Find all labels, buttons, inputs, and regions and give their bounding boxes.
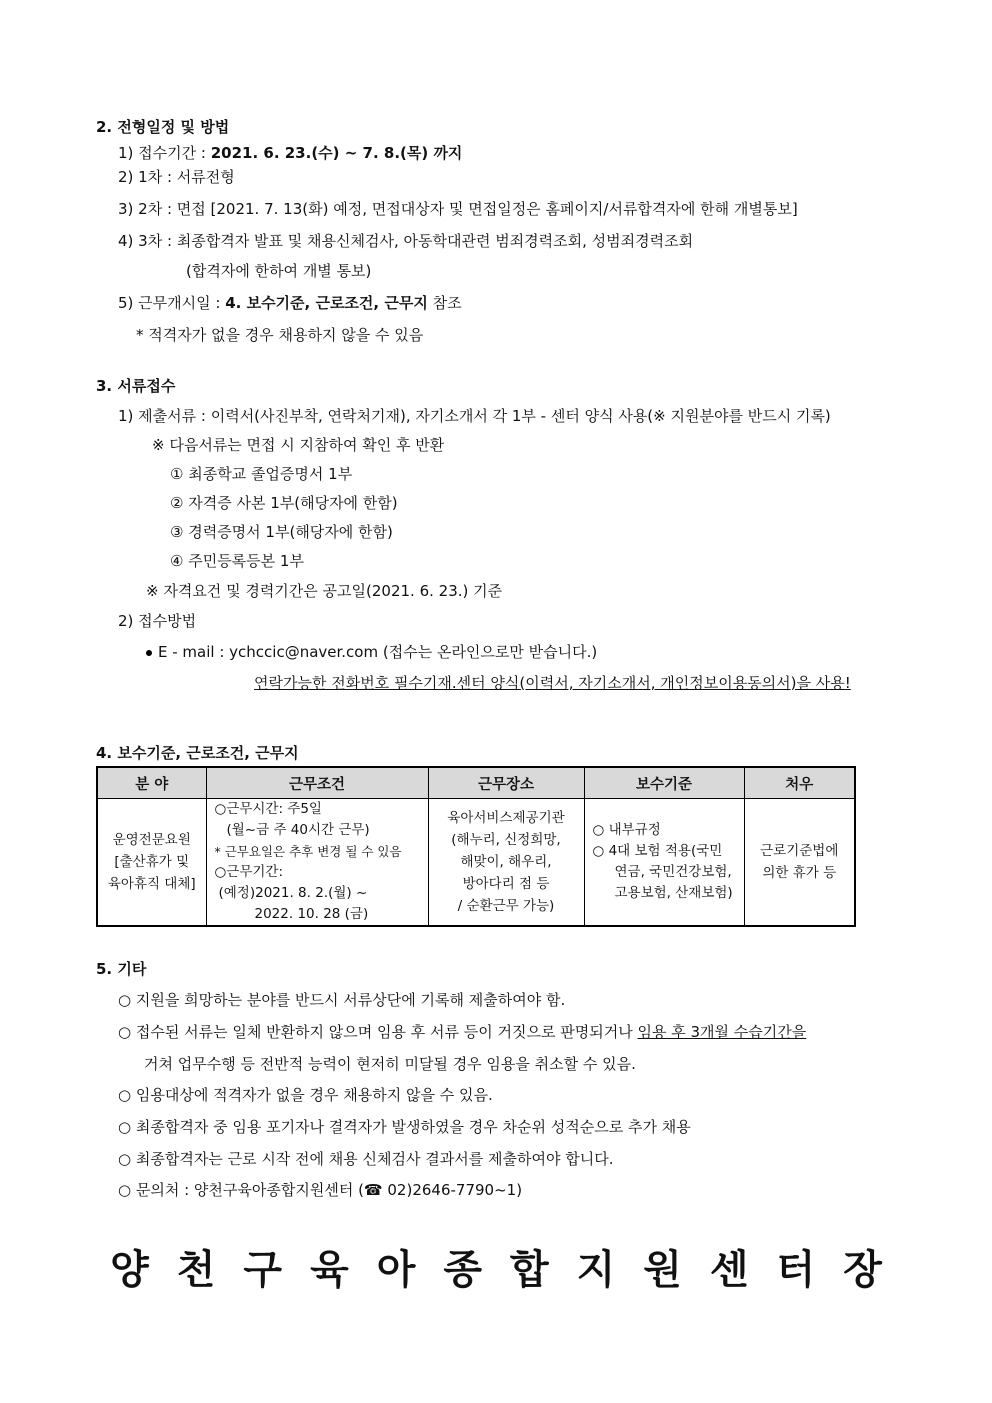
condition-line: ○근무시간: 주5일	[214, 801, 322, 817]
place-line: (해누리, 신정희망,	[451, 832, 561, 848]
field-line: 운영전문요원	[112, 832, 191, 848]
section2-item4-sub: (합격자에 한하여 개별 통보)	[186, 262, 372, 280]
place-line: 육아서비스제공기관	[447, 810, 565, 826]
section2-item3: 3) 2차 : 면접 [2021. 7. 13(화) 예정, 면접대상자 및 면접일정은 홈페이지/서류합격자에 한해 개별통보]	[118, 200, 798, 218]
email-note: 연락가능한 전화번호 필수기재.센터 양식(이력서, 자기소개서, 개인정보이용동의서)을 사용!	[254, 674, 851, 692]
header-pay: 보수기준	[584, 767, 744, 799]
cell-benefit	[744, 799, 855, 927]
item5-suffix: 참조	[427, 294, 462, 312]
etc-item: ○ 문의처 : 양천구육아종합지원센터 (☎ 02)2646-7790~1)	[118, 1181, 523, 1199]
section3-note1: ※ 다음서류는 면접 시 지참하여 확인 후 반환	[152, 436, 445, 454]
cell-pay	[584, 799, 744, 927]
header-place: 근무장소	[428, 767, 584, 799]
condition-line: ○근무기간:	[214, 864, 283, 880]
place-line: 방아다리 점 등	[462, 876, 550, 892]
section3-title: 3. 서류접수	[96, 377, 176, 395]
header-benefit: 처우	[744, 767, 855, 799]
pay-line: ○ 내부규정	[592, 822, 661, 838]
etc-item: ○ 지원을 희망하는 분야를 반드시 서류상단에 기록해 제출하여야 함.	[118, 991, 566, 1009]
bullet-icon	[146, 650, 152, 656]
item1-prefix: 1) 접수기간 :	[118, 144, 211, 162]
section2-item2: 2) 1차 : 서류전형	[118, 168, 235, 186]
condition-line: 2022. 10. 28 (금)	[254, 906, 369, 922]
pay-line: 고용보험, 산재보험)	[614, 885, 733, 901]
doc-item: ② 자격증 사본 1부(해당자에 한함)	[170, 494, 398, 512]
etc-item: ○ 최종합격자는 근로 시작 전에 채용 신체검사 결과서를 제출하여야 합니다.	[118, 1150, 614, 1168]
header-field: 분 야	[97, 767, 206, 799]
place-line: 해맞이, 해우리,	[460, 854, 552, 870]
benefit-line: 근로기준법에	[760, 843, 839, 859]
item5-prefix: 5) 근무개시일 :	[118, 294, 226, 312]
cell-conditions	[206, 799, 428, 927]
benefit-line: 의한 휴가 등	[762, 865, 837, 881]
place-line: / 순환근무 가능)	[457, 898, 555, 914]
email-line	[146, 642, 597, 662]
doc-item: ③ 경력증명서 1부(해당자에 한함)	[170, 523, 393, 541]
section3-note2: ※ 자격요건 및 경력기간은 공고일(2021. 6. 23.) 기준	[146, 582, 503, 600]
field-line: 육아휴직 대체]	[107, 876, 196, 892]
signature: 양천구육아종합지원센터장	[110, 1247, 910, 1293]
condition-line: (월~금 주 40시간 근무)	[226, 822, 370, 838]
etc-item-text: ○ 접수된 서류는 일체 반환하지 않으며 임용 후 서류 등이 거짓으로 판명되거나	[118, 1023, 638, 1041]
section2-item5	[118, 293, 462, 313]
cell-place	[428, 799, 584, 927]
etc-item: ○ 최종합격자 중 임용 포기자나 결격자가 발생하였을 경우 차순위 성적순으로 추가 채용	[118, 1118, 691, 1136]
etc-item: ○ 임용대상에 적격자가 없을 경우 채용하지 않을 수 있음.	[118, 1086, 493, 1104]
section2-item1	[118, 143, 462, 163]
item5-bold: 4. 보수기준, 근로조건, 근무지	[225, 294, 428, 312]
section2-note: * 적격자가 없을 경우 채용하지 않을 수 있음	[136, 326, 424, 344]
email-text: E - mail : ychccic@naver.com (접수는 온라인으로만 받습니다.)	[158, 643, 598, 661]
section2-title: 2. 전형일정 및 방법	[96, 118, 230, 136]
section4-title: 4. 보수기준, 근로조건, 근무지	[96, 744, 299, 762]
condition-line: * 근무요일은 추후 변경 될 수 있음	[214, 844, 402, 859]
section3-item2: 2) 접수방법	[118, 612, 197, 630]
etc-item-cont: 거쳐 업무수행 등 전반적 능력이 현저히 미달될 경우 임용을 취소할 수 있음.	[144, 1055, 636, 1073]
condition-line: (예정)2021. 8. 2.(월) ~	[218, 885, 368, 901]
etc-item	[118, 1022, 806, 1042]
header-conditions: 근무조건	[206, 767, 428, 799]
pay-line: ○ 4대 보험 적용(국민	[592, 843, 723, 859]
section2-item4: 4) 3차 : 최종합격자 발표 및 채용신체검사, 아동학대관련 범죄경력조회, 성범죄경력조회	[118, 232, 694, 250]
probation-underline: 임용 후 3개월 수습기간을	[637, 1023, 807, 1041]
pay-line: 연금, 국민건강보험,	[614, 864, 732, 880]
section3-item1: 1) 제출서류 : 이력서(사진부착, 연락처기재), 자기소개서 각 1부 - 센터 양식 사용(※ 지원분야를 반드시 기록)	[118, 407, 831, 425]
field-line: [출산휴가 및	[114, 854, 190, 870]
doc-item: ① 최종학교 졸업증명서 1부	[170, 465, 353, 483]
pay-table	[96, 766, 856, 927]
cell-field	[97, 799, 206, 927]
section5-title: 5. 기타	[96, 960, 147, 978]
item1-value: 2021. 6. 23.(수) ~ 7. 8.(목) 까지	[210, 144, 463, 162]
doc-item: ④ 주민등록등본 1부	[170, 552, 304, 570]
